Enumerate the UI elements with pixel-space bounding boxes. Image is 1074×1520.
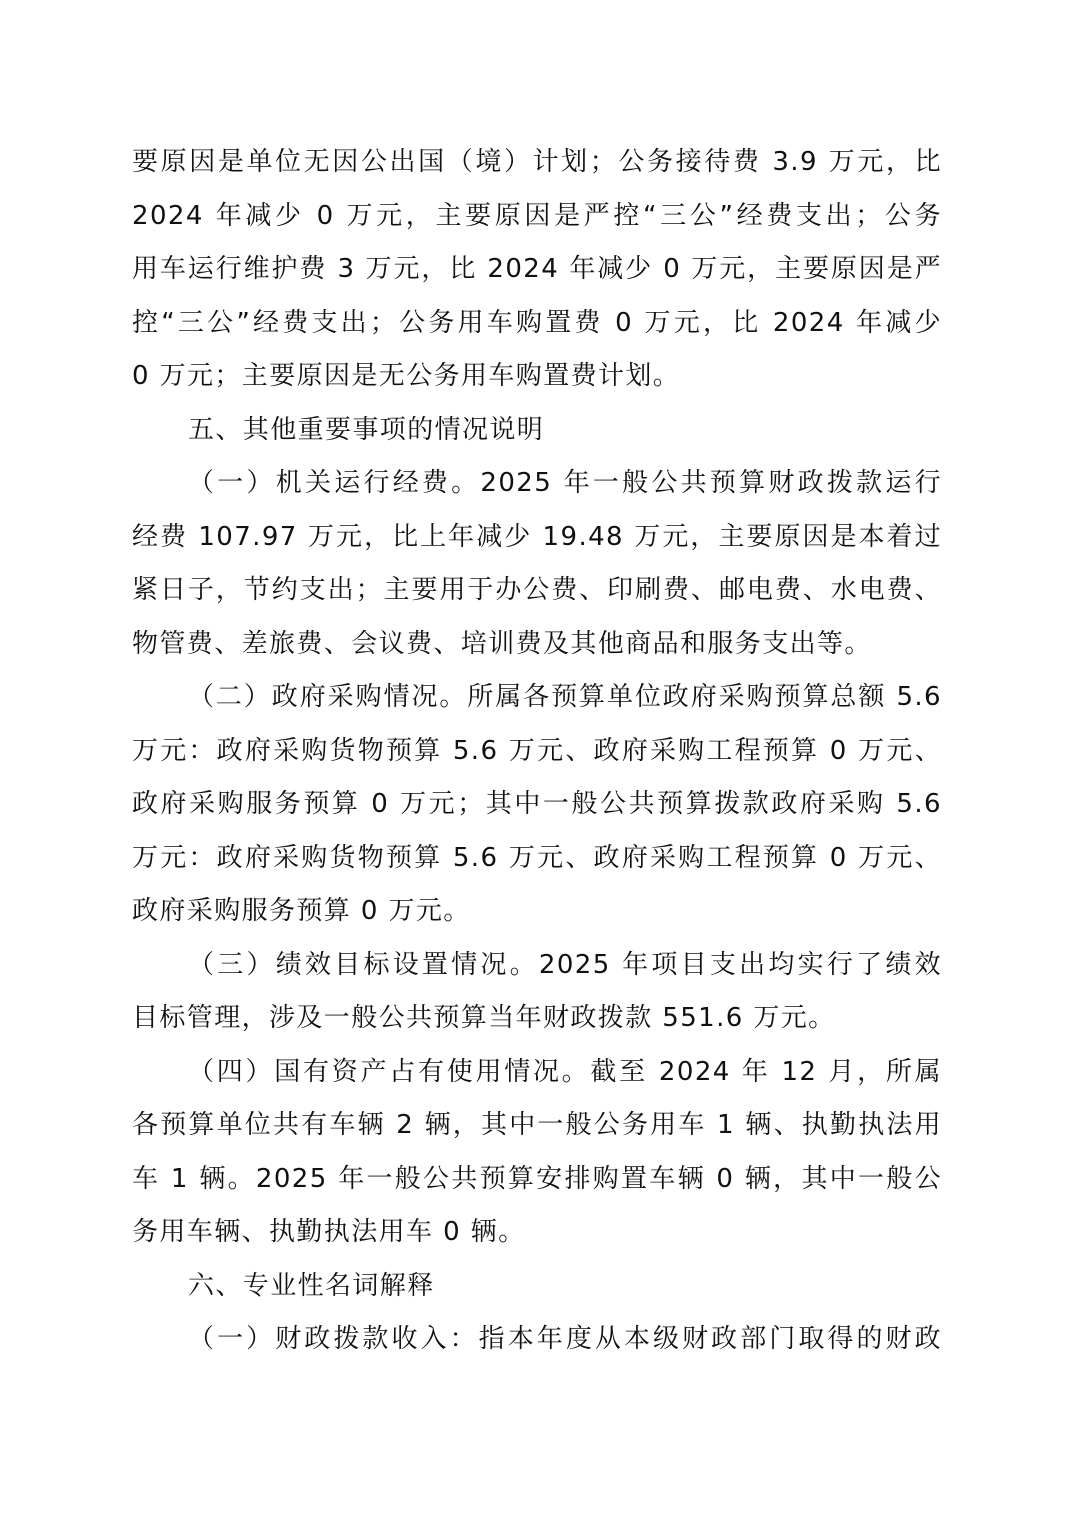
text-line: 用车运行维护费 3 万元，比 2024 年减少 0 万元，主要原因是严: [132, 254, 942, 284]
text-line: 目标管理，涉及一般公共预算当年财政拨款 551.6 万元。: [132, 1003, 836, 1033]
text-line: 车 1 辆。2025 年一般公共预算安排购置车辆 0 辆，其中一般公: [132, 1163, 942, 1194]
text-line: 物管费、差旅费、会议费、培训费及其他商品和服务支出等。: [132, 628, 872, 659]
text-line: 政府采购服务预算 0 万元；其中一般公共预算拨款政府采购 5.6: [132, 789, 942, 819]
section-heading: 五、其他重要事项的情况说明: [188, 414, 545, 445]
paragraph-first-line: （二）政府采购情况。所属各预算单位政府采购预算总额 5.6: [188, 682, 942, 712]
text-line: 紧日子，节约支出；主要用于办公费、印刷费、邮电费、水电费、: [132, 575, 942, 605]
paragraph-first-line: （一）财政拨款收入：指本年度从本级财政部门取得的财政: [188, 1324, 942, 1354]
text-line: 政府采购服务预算 0 万元。: [132, 896, 471, 926]
text-line: 万元：政府采购货物预算 5.6 万元、政府采购工程预算 0 万元、: [132, 842, 942, 873]
text-line: 各预算单位共有车辆 2 辆，其中一般公务用车 1 辆、执勤执法用: [132, 1110, 942, 1140]
paragraph-first-line: （一）机关运行经费。2025 年一般公共预算财政拨款运行: [188, 468, 942, 498]
text-line: 2024 年减少 0 万元，主要原因是严控“三公”经费支出；公务: [132, 200, 942, 231]
text-line: 务用车辆、执勤执法用车 0 辆。: [132, 1217, 526, 1247]
paragraph-first-line: （三）绩效目标设置情况。2025 年项目支出均实行了绩效: [188, 949, 942, 980]
text-line: 万元：政府采购货物预算 5.6 万元、政府采购工程预算 0 万元、: [132, 735, 942, 766]
text-line: 0 万元；主要原因是无公务用车购置费计划。: [132, 361, 681, 391]
text-line: 要原因是单位无因公出国（境）计划；公务接待费 3.9 万元，比: [132, 147, 942, 177]
document-page: [132, 136, 942, 1367]
text-line: 控“三公”经费支出；公务用车购置费 0 万元，比 2024 年减少: [132, 307, 942, 338]
paragraph-first-line: （四）国有资产占有使用情况。截至 2024 年 12 月，所属: [188, 1056, 942, 1087]
section-heading: 六、专业性名词解释: [188, 1270, 435, 1301]
text-line: 经费 107.97 万元，比上年减少 19.48 万元，主要原因是本着过: [132, 521, 942, 552]
